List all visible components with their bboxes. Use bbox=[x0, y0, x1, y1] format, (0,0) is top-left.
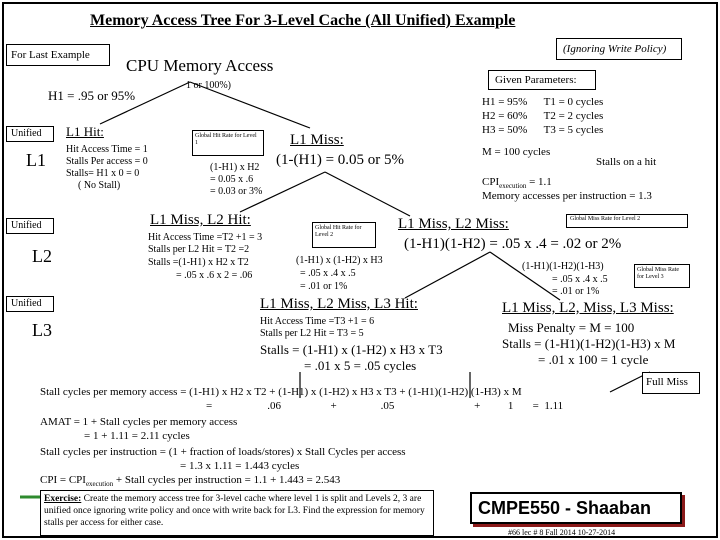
l1-product-2: = 0.05 x .6 bbox=[210, 174, 254, 185]
stalls-on-hit: Stalls on a hit bbox=[596, 156, 657, 168]
l3-hit-stalls-2: = .01 x 5 = .05 cycles bbox=[304, 358, 417, 373]
l2-hit-label: L1 Miss, L2 Hit: bbox=[150, 212, 251, 228]
l1-tag-box bbox=[6, 126, 54, 142]
l3-hit-line-2: Stalls per L2 Hit = T3 = 5 bbox=[260, 328, 364, 339]
l3-miss-line-1: Miss Penalty = M = 100 bbox=[508, 320, 635, 335]
cpi-suffix: = 1.1 bbox=[529, 176, 552, 188]
l3-product-3: = .01 or 1% bbox=[552, 286, 600, 297]
l2-hit-line-2: Stalls per L2 Hit = T2 =2 bbox=[148, 244, 250, 255]
eq-line-2: = .06 + .05 + 1 = 1.11 bbox=[206, 400, 564, 412]
eq-line-3: AMAT = 1 + Stall cycles per memory access bbox=[40, 416, 238, 428]
exercise-text: Create the memory access tree for 3-level cache where level 1 is split and Levels 2, 3 are unified once ignoring write policy and once with write back for L3. Find the expression for memory stalls per access for either case. bbox=[44, 494, 425, 528]
for-last-example: For Last Example bbox=[11, 49, 90, 61]
ignoring-write-policy-box bbox=[556, 38, 682, 60]
l3-tag: Unified bbox=[11, 298, 42, 309]
cpi-eq-sub: execution bbox=[85, 480, 114, 489]
eq-line-7 bbox=[40, 474, 340, 491]
l3-global-miss-box bbox=[634, 264, 690, 288]
edge-l1miss-l2miss bbox=[325, 172, 410, 216]
eq-line-6: = 1.3 x 1.11 = 1.443 cycles bbox=[180, 460, 300, 472]
l3-label: L3 bbox=[32, 320, 52, 340]
cpi-prefix: CPI bbox=[482, 176, 500, 188]
exercise-label: Exercise: bbox=[44, 494, 82, 504]
l3-product-1: (1-H1)(1-H2)(1-H3) bbox=[522, 261, 604, 272]
l1-global-hit-box bbox=[192, 130, 264, 156]
l2-tag: Unified bbox=[11, 220, 42, 231]
given-line-3: H3 = 50% T3 = 5 cycles bbox=[482, 124, 604, 136]
l2-label: L2 bbox=[32, 246, 52, 266]
given-line-2: H2 = 60% T2 = 2 cycles bbox=[482, 110, 604, 122]
l2-global-hit-note: Global Hit Rate for Level 2 bbox=[315, 225, 362, 238]
l2-hit-line-1: Hit Access Time =T2 +1 = 3 bbox=[148, 232, 263, 243]
l3-miss-line-2: Stalls = (1-H1)(1-H2)(1-H3) x M bbox=[502, 336, 676, 351]
l2-hit-line-4: = .05 x .6 x 2 = .06 bbox=[176, 270, 253, 281]
l3-hit-stalls-1: Stalls = (1-H1) x (1-H2) x H3 x T3 bbox=[260, 342, 443, 357]
l2-global-miss-box bbox=[566, 214, 688, 228]
given-header-box bbox=[488, 70, 596, 90]
eq-line-4: = 1 + 1.11 = 2.11 cycles bbox=[84, 430, 190, 442]
full-miss: Full Miss bbox=[646, 376, 688, 388]
l1-hit-line-1: Hit Access Time = 1 bbox=[66, 144, 148, 155]
l1-hit-line-2: Stalls Per access = 0 bbox=[66, 156, 148, 167]
l1-product-3: = 0.03 or 3% bbox=[210, 186, 263, 197]
eq-line-5: Stall cycles per instruction = (1 + fraction of loads/stores) x Stall Cycles per access bbox=[40, 446, 406, 458]
cpu-memory-access: CPU Memory Access bbox=[126, 56, 274, 75]
l1-global-hit-note: Global Hit Rate for Level 1 bbox=[195, 133, 257, 146]
course-badge bbox=[470, 492, 682, 524]
l3-hit-line-1: Hit Access Time =T3 +1 = 6 bbox=[260, 316, 375, 327]
l1-hit-line-3: Stalls= H1 x 0 = 0 bbox=[66, 168, 140, 179]
cpi-eq-rest: + Stall cycles per instruction = 1.1 + 1.443 = 2.543 bbox=[115, 474, 341, 486]
l2-global-miss-note: Global Miss Rate for Level 2 bbox=[570, 216, 641, 222]
l2-global-hit-box bbox=[312, 222, 376, 248]
l3-miss-line-3: = .01 x 100 = 1 cycle bbox=[538, 352, 649, 367]
l3-tag-box bbox=[6, 296, 54, 312]
h1-eq: H1 = .95 or 95% bbox=[48, 88, 136, 103]
for-last-example-box bbox=[6, 44, 110, 66]
l1-miss-formula-rest: (H1) = 0.05 or 5% bbox=[293, 152, 405, 168]
given-header: Given Parameters: bbox=[495, 74, 577, 86]
ignoring-write-policy: (Ignoring Write Policy) bbox=[563, 43, 667, 55]
cpi-eq-prefix: CPI = CPI bbox=[40, 474, 86, 486]
l2-product-2: = .05 x .4 x .5 bbox=[300, 268, 356, 279]
l2-tag-box bbox=[6, 218, 54, 234]
l1-label: L1 bbox=[26, 150, 46, 170]
l1-miss-formula-lead: (1- bbox=[276, 152, 294, 168]
l2-hit-line-3: Stalls =(1-H1) x H2 x T2 bbox=[148, 257, 249, 268]
l2-product-3: = .01 or 1% bbox=[300, 281, 348, 292]
edge-l2miss-l3hit bbox=[405, 252, 490, 298]
l3-miss-label: L1 Miss, L2, Miss, L3 Miss: bbox=[502, 300, 674, 316]
one-or-100: 1 or 100%) bbox=[186, 80, 231, 91]
l2-miss-formula: (1-H1)(1-H2) = .05 x .4 = .02 or 2% bbox=[404, 236, 622, 252]
edge-l2miss-l3miss bbox=[490, 252, 560, 300]
l1-hit-label: L1 Hit: bbox=[66, 124, 104, 139]
l1-miss-label: L1 Miss: bbox=[290, 132, 344, 148]
full-miss-box bbox=[642, 372, 700, 394]
page-title: Memory Access Tree For 3-Level Cache (All Unified) Example bbox=[90, 12, 516, 29]
l2-miss-label: L1 Miss, L2 Miss: bbox=[398, 216, 509, 232]
given-m: M = 100 cycles bbox=[482, 146, 551, 158]
l3-hit-label: L1 Miss, L2 Miss, L3 Hit: bbox=[260, 296, 418, 312]
l2-product-1: (1-H1) x (1-H2) x H3 bbox=[296, 255, 383, 266]
given-line-1: H1 = 95% T1 = 0 cycles bbox=[482, 96, 604, 108]
exercise-box bbox=[40, 490, 434, 536]
course-name: CMPE550 - Shaaban bbox=[478, 498, 652, 518]
footer: #66 lec # 8 Fall 2014 10-27-2014 bbox=[508, 528, 616, 537]
l3-product-2: = .05 x .4 x .5 bbox=[552, 274, 608, 285]
l1-hit-line-4: ( No Stall) bbox=[78, 180, 121, 191]
mem-per-instr: Memory accesses per instruction = 1.3 bbox=[482, 190, 652, 202]
l1-product-1: (1-H1) x H2 bbox=[210, 162, 260, 173]
eq-line-1: Stall cycles per memory access = (1-H1) x H2 x T2 + (1-H1) x (1-H2) x H3 x T3 + (1-H1)(1-H2) (1-H3) x M bbox=[40, 386, 522, 398]
cpi-sub: execution bbox=[499, 182, 527, 191]
l3-global-miss-note: Global Miss Rate for Level 3 bbox=[637, 267, 679, 280]
l1-miss-formula bbox=[276, 152, 404, 169]
l1-tag: Unified bbox=[11, 128, 42, 139]
